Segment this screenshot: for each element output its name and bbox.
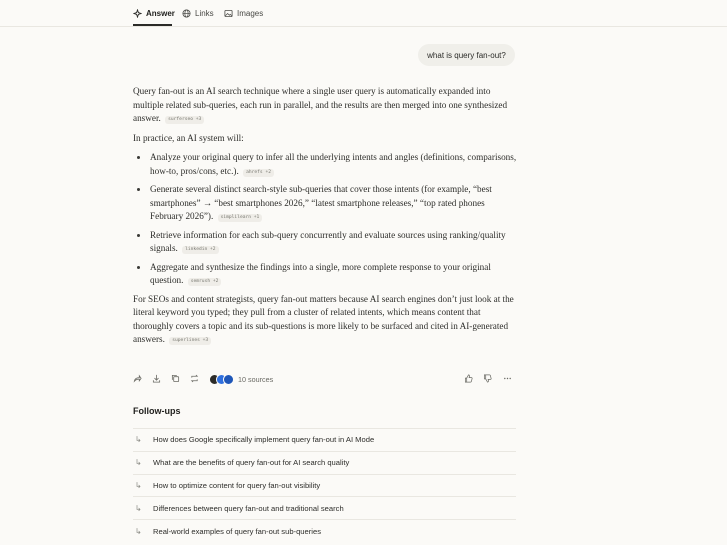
followup-item[interactable]: [133, 496, 516, 519]
source-avatars: [209, 374, 234, 385]
download-icon[interactable]: [152, 374, 161, 383]
followup-text: Differences between query fan-out and traditional search: [153, 503, 344, 513]
more-icon[interactable]: [503, 374, 512, 383]
bullet-dot: [137, 188, 140, 191]
source-avatar: [223, 374, 234, 385]
followup-item[interactable]: [133, 451, 516, 474]
sources-count: 10 sources: [238, 375, 274, 384]
bullet-text: Analyze your original query to infer all the underlying intents and angles (definitions, comparisons, how-to, pros/cons, etc.).: [150, 152, 517, 176]
followup-item[interactable]: [133, 428, 516, 451]
tab-images[interactable]: [224, 6, 263, 20]
citation-badge[interactable]: ahrefs +2: [243, 169, 274, 177]
answer-closing: [133, 293, 518, 347]
citation-badge[interactable]: simplilearn +1: [218, 214, 263, 222]
followups-list: [133, 428, 516, 542]
tab-answer-label: Answer: [146, 8, 175, 18]
bullet-dot: [137, 156, 140, 159]
followup-text: How does Google specifically implement query fan-out in AI Mode: [153, 435, 375, 445]
sources-button[interactable]: [209, 374, 273, 385]
corner-arrow-icon: ↳: [135, 526, 142, 536]
sparkle-icon: [133, 9, 142, 18]
corner-arrow-icon: ↳: [135, 435, 142, 445]
copy-icon[interactable]: [171, 374, 180, 383]
thumbs-up-icon[interactable]: [464, 374, 473, 383]
list-item: [133, 229, 518, 256]
followup-item[interactable]: [133, 474, 516, 497]
answer-body: [133, 85, 518, 353]
corner-arrow-icon: ↳: [135, 480, 142, 490]
answer-action-bar: [133, 374, 518, 386]
corner-arrow-icon: ↳: [135, 503, 142, 513]
bullet-text: Retrieve information for each sub-query concurrently and evaluate sources using ranking/quality signals.: [150, 229, 506, 253]
citation-badge[interactable]: semrush +2: [188, 278, 222, 286]
user-query-bubble: [418, 44, 515, 66]
followup-text: What are the benefits of query fan-out for AI search quality: [153, 458, 350, 468]
citation-badge[interactable]: superlines +3: [169, 337, 211, 345]
citation-badge[interactable]: linkedin +2: [182, 246, 218, 254]
followup-item[interactable]: [133, 519, 516, 542]
answer-intro-text: Query fan-out is an AI search technique where a single user query is automatically expanded into multiple related sub-queries, each run in parallel, and the results are then merged into one synthesized answer.: [133, 86, 508, 123]
answer-closing-text: For SEOs and content strategists, query fan-out matters because AI search engines don’t just look at the literal keyword you typed; they pull from a cluster of related intents, which means content that thoroughly covers a topic and its sub-questions is more likely to be surfaced and cited in AI-generated answers.: [133, 293, 514, 344]
answer-intro: [133, 85, 518, 126]
tab-images-label: Images: [237, 8, 264, 18]
followups-title: Follow-ups: [133, 406, 181, 416]
result-tabs: [0, 0, 727, 27]
share-icon[interactable]: [133, 374, 142, 383]
active-tab-indicator: [133, 24, 172, 26]
answer-lead: In practice, an AI system will:: [133, 132, 244, 143]
tab-links[interactable]: [182, 6, 214, 20]
list-item: [133, 151, 518, 178]
user-query-text: what is query fan-out?: [427, 50, 506, 60]
tab-links-label: Links: [195, 8, 214, 18]
image-icon: [224, 9, 233, 18]
corner-arrow-icon: ↳: [135, 458, 142, 468]
citation-badge[interactable]: surferseo +3: [165, 116, 204, 124]
globe-icon: [182, 9, 191, 18]
bullet-dot: [137, 266, 140, 269]
bullet-text: Generate several distinct search-style sub-queries that cover those intents (for example, “best smartphones” → “best smartphones 2026,” “latest smartphone releases,” “top rated phones February 2026”).: [150, 184, 492, 221]
answer-bullet-list: [133, 151, 518, 288]
bullet-text: Aggregate and synthesize the findings into a single, more complete response to your original question.: [150, 261, 491, 285]
followup-text: How to optimize content for query fan-out visibility: [153, 480, 321, 490]
bullet-dot: [137, 234, 140, 237]
rewrite-icon[interactable]: [190, 374, 199, 383]
list-item: [133, 261, 518, 288]
tab-answer[interactable]: [133, 6, 175, 20]
followup-text: Real-world examples of query fan-out sub-queries: [153, 526, 321, 536]
thumbs-down-icon[interactable]: [483, 374, 492, 383]
list-item: [133, 183, 518, 224]
